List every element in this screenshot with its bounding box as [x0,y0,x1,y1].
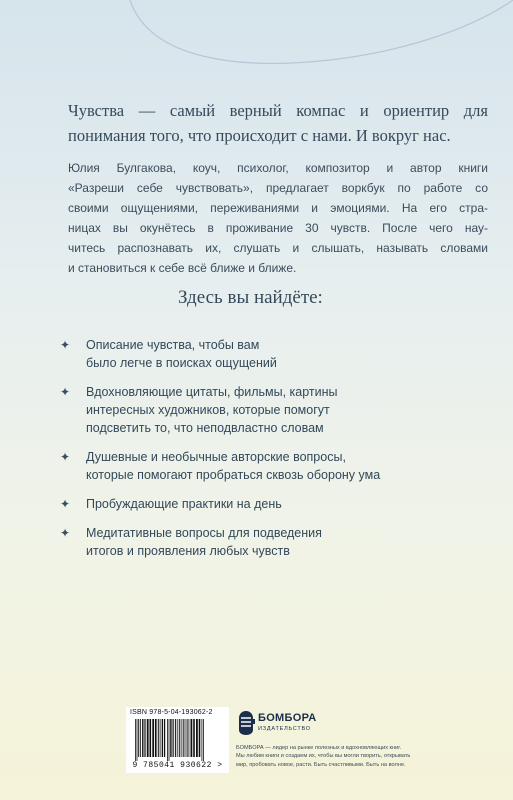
barcode-bar [155,719,157,757]
star-icon: ✦ [60,385,71,399]
barcode-bar [175,719,176,757]
intro-line: читесь распознавать их, слушать и слышать, называть словами [68,241,488,255]
publisher-note-line: мир, пробовать новое, расти. Быть счастливыми. Быть на волне. [236,761,406,768]
list-item-line: Пробуждающие практики на день [86,497,282,511]
barcode-bar [152,719,154,757]
barcode-bar [137,719,138,761]
bomb-icon [236,710,256,736]
barcode-bar [160,719,161,757]
lead-paragraph [68,98,488,148]
publisher-name: БОМБОРА [258,712,317,724]
barcode-bar [147,719,149,757]
publisher-note-line: БОМБОРА — лидер на рынке полезных и вдохновляющих книг. [236,745,402,751]
barcode-bar [191,719,193,757]
barcode-bar [187,719,188,757]
barcode-bars [134,719,226,761]
section-heading: Здесь вы найдёте: [178,287,323,308]
barcode-bar [193,719,195,757]
barcode-bar [170,719,171,757]
list-item-line: интересных художников, которые помогут [86,403,330,417]
list-item-line: Вдохновляющие цитаты, фильмы, картины [86,385,338,399]
barcode-bar [181,719,182,757]
list-item [60,524,480,560]
barcode-bar [164,719,165,757]
barcode-bar [173,719,174,757]
barcode-bar [150,719,152,757]
publisher-subtitle: ИЗДАТЕЛЬСТВО [258,726,311,732]
intro-line: своими ощущениями, переживаниями и эмоциями. На его стра- [68,201,488,215]
publisher-logo [236,710,326,738]
barcode-bar [142,719,143,757]
barcode-bar [140,719,141,757]
barcode-bar [179,719,180,757]
lead-line: понимания того, что происходит с нами. И вокруг нас. [68,126,451,145]
intro-paragraph [68,158,488,278]
list-item [60,383,480,437]
barcode-bar [203,719,204,761]
lead-line: Чувства — самый верный компас и ориентир для [68,101,488,120]
publisher-note-line: Мы любим книги и создаем их, чтобы вы могли творить, открывать [236,753,411,760]
barcode-bar [183,719,184,757]
barcode-bar [177,719,178,757]
list-item [60,495,480,513]
intro-line: ницах вы окунётесь в проживание 30 чувств. После чего нау- [68,221,488,235]
star-icon: ✦ [60,450,71,464]
ean-digits: 9 785041 930622 > [132,761,223,770]
intro-line: и становиться к себе всё ближе и ближе. [68,261,297,275]
barcode-bar [135,719,136,761]
list-item-line: которые помогают пробраться сквозь оборону ума [86,468,381,482]
barcode-bar [169,719,170,761]
barcode-bar [167,719,168,761]
publisher-note [236,744,436,769]
list-item-line: Медитативные вопросы для подведения [86,526,322,540]
list-item-line: было легче в поисках ощущений [86,356,277,370]
barcode-bar [162,719,163,757]
list-item [60,336,480,372]
features-list [60,336,480,560]
isbn-text: ISBN 978-5-04-193062-2 [130,709,213,716]
star-icon: ✦ [60,338,71,352]
barcode-bar [158,719,159,757]
list-item-line: Душевные и необычные авторские вопросы, [86,450,346,464]
star-icon: ✦ [60,526,71,540]
list-item-line: подсветить то, что неподвластно словам [86,421,324,435]
list-item-line: итогов и проявления любых чувств [86,544,290,558]
barcode-bar [189,719,190,757]
intro-line: Юлия Булгакова, коуч, психолог, композитор и автор книги [68,161,488,175]
barcode-bar [196,719,198,757]
intro-line: «Разреши себе чувствовать», предлагает воркбук по работе со [68,181,488,195]
list-item [60,448,480,484]
barcode-bar [202,719,203,761]
barcode-bar [185,719,186,757]
barcode-bar [144,719,145,757]
star-icon: ✦ [60,497,71,511]
barcode-bar [138,719,139,757]
list-item-line: Описание чувства, чтобы вам [86,338,260,352]
barcode-bar [199,719,201,757]
barcode [126,707,229,773]
